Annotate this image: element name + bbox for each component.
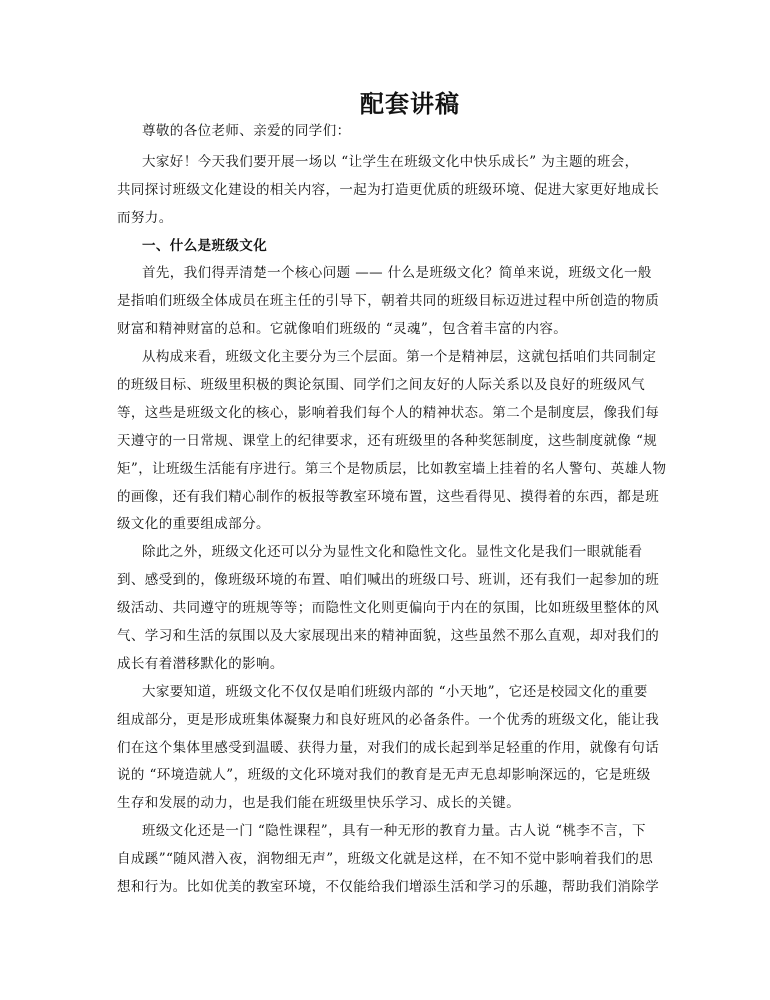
section-heading: 一、什么是班级文化 [142, 237, 268, 254]
paragraph-line: 的班级目标、班级里积极的舆论氛围、同学们之间友好的人际关系以及良好的班级风气 [117, 377, 646, 394]
paragraph-line: 而努力。 [117, 209, 173, 226]
paragraph-line: 级文化的重要组成部分。 [117, 516, 270, 533]
paragraph-line: 气、学习和生活的氛围以及大家展现出来的精神面貌，这些虽然不那么直观，却对我们的 [117, 628, 660, 645]
paragraph-line: 说的 “环境造就人”，班级的文化环境对我们的教育是无声无息却影响深远的，它是班级 [117, 767, 651, 784]
paragraph-definition [117, 260, 677, 344]
paragraph-line: 们在这个集体里感受到温暖、获得力量，对我们的成长起到举足轻重的作用，就像有句话 [117, 739, 660, 756]
paragraph-line: 的画像，还有我们精心制作的板报等教室环境布置，这些看得见、摸得着的东西，都是班 [117, 488, 660, 505]
greeting-line: 尊敬的各位老师、亲爱的同学们： [142, 123, 351, 139]
paragraph-line: 除此之外，班级文化还可以分为显性文化和隐性文化。显性文化是我们一眼就能看 [142, 544, 643, 561]
paragraph-line: 生存和发展的动力，也是我们能在班级里快乐学习、成长的关键。 [117, 795, 521, 812]
paragraph-line: 是指咱们班级全体成员在班主任的引导下，朝着共同的班级目标迈进过程中所创造的物质 [117, 293, 660, 310]
paragraph-line: 成长有着潜移默化的影响。 [117, 655, 284, 672]
paragraph-explicit-implicit [117, 539, 677, 678]
paragraph-line: 级活动、共同遵守的班规等等；而隐性文化则更偏向于内在的氛围，比如班级里整体的风 [117, 600, 660, 617]
paragraph-line: 想和行为。比如优美的教室环境，不仅能给我们增添生活和学习的乐趣，帮助我们消除学 [117, 879, 660, 896]
paragraph-line: 共同探讨班级文化建设的相关内容，一起为打造更优质的班级环境、促进大家更好地成长 [117, 181, 660, 198]
paragraph-hidden-curriculum [117, 818, 677, 902]
intro-paragraph [117, 149, 677, 233]
paragraph-line: 组成部分，更是形成班集体凝聚力和良好班风的必备条件。一个优秀的班级文化，能让我 [117, 711, 660, 728]
document-title: 配套讲稿 [360, 89, 460, 118]
paragraph-line: 矩”，让班级生活能有序进行。第三个是物质层，比如教室墙上挂着的名人警句、英雄人物 [117, 460, 667, 477]
paragraph-line: 等，这些是班级文化的核心，影响着我们每个人的精神状态。第二个是制度层，像我们每 [117, 404, 660, 421]
paragraph-line: 从构成来看，班级文化主要分为三个层面。第一个是精神层，这就包括咱们共同制定 [142, 349, 657, 366]
paragraph-line: 首先，我们得弄清楚一个核心问题 —— 什么是班级文化？简单来说，班级文化一般 [142, 265, 652, 282]
paragraph-line: 大家好！今天我们要开展一场以 “让学生在班级文化中快乐成长” 为主题的班会， [142, 153, 639, 170]
paragraph-structure [117, 344, 677, 539]
document-body [117, 118, 677, 902]
paragraph-line: 财富和精神财富的总和。它就像咱们班级的 “灵魂”，包含着丰富的内容。 [117, 321, 568, 338]
paragraph-line: 大家要知道，班级文化不仅仅是咱们班级内部的 “小天地”，它还是校园文化的重要 [142, 683, 648, 700]
paragraph-line: 天遵守的一日常规、课堂上的纪律要求，还有班级里的各种奖惩制度，这些制度就像 “规 [117, 432, 658, 449]
paragraph-importance [117, 679, 677, 818]
paragraph-line: 班级文化还是一门 “隐性课程”，具有一种无形的教育力量。古人说 “桃李不言，下 [142, 823, 646, 840]
paragraph-line: 自成蹊”“随风潜入夜，润物细无声”，班级文化就是这样，在不知不觉中影响着我们的思 [117, 851, 654, 868]
paragraph-line: 到、感受到的，像班级环境的布置、咱们喊出的班级口号、班训，还有我们一起参加的班 [117, 572, 660, 589]
